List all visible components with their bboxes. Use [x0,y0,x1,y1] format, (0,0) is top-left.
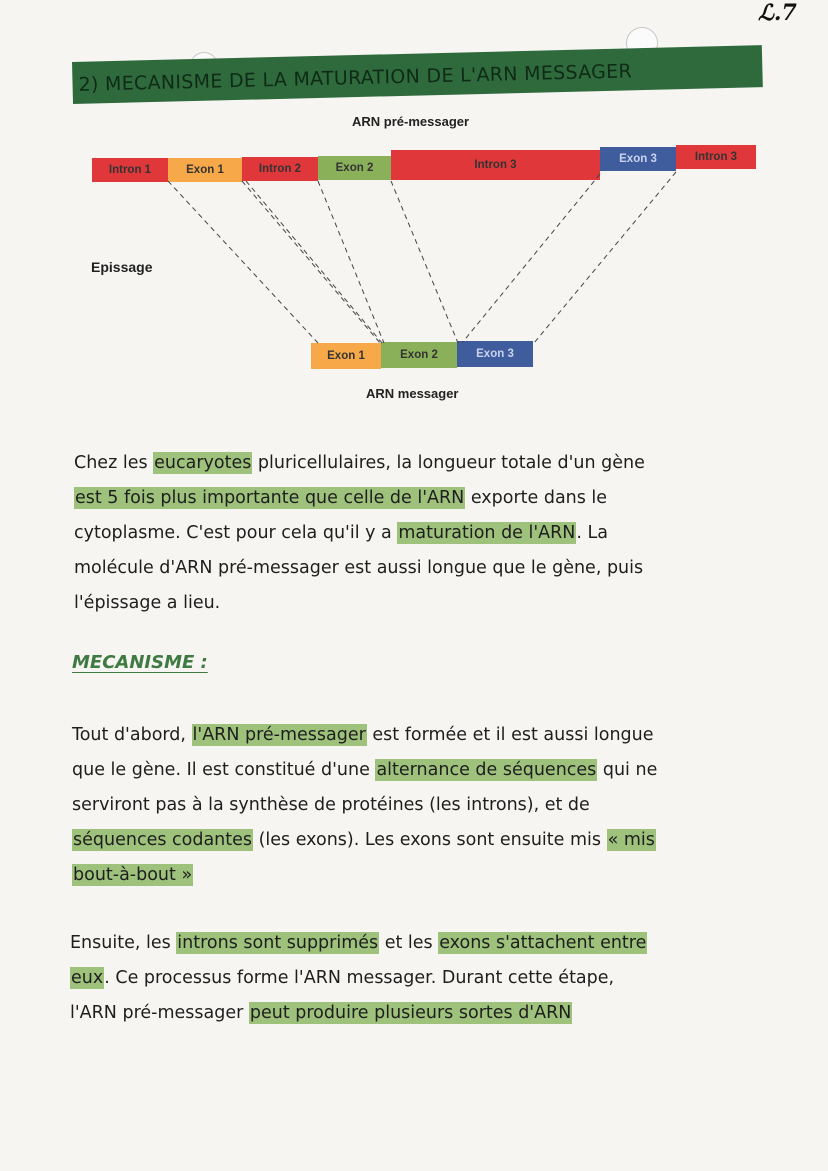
text-line: l'épissage a lieu. [74,593,221,613]
pre-mrna-segment-intron-2: Intron 2 [242,157,318,181]
pre-mrna-segment-exon-2: Exon 2 [318,156,391,180]
mrna-segment-exon-1: Exon 1 [311,343,381,369]
paragraph-mechanism [72,718,657,893]
mrna-segment-exon-2: Exon 2 [381,342,457,368]
text-line: est 5 fois plus importante que celle de l'ARN exporte dans le [75,488,608,508]
highlight: alternance de séquences [376,760,597,780]
pre-mrna-segment-intron-3: Intron 3 [676,145,756,169]
text-line [72,858,657,893]
pre-mrna-segment-exon-1: Exon 1 [168,158,242,182]
highlight: maturation de l'ARN [398,523,576,543]
splice-line [534,172,676,343]
highlight: introns sont supprimés [177,933,379,953]
page-number: ℒ.7 [758,0,797,26]
highlight: eux [71,968,104,988]
splicing-lines [0,0,828,420]
highlight: bout-à-bout » [73,865,193,885]
splice-line [462,174,600,343]
text-line: séquences codantes (les exons). Les exons sont ensuite mis « mis [73,830,655,850]
splice-line [246,181,382,343]
text-line: l'ARN pré-messager peut produire plusieurs sortes d'ARN [70,1003,572,1023]
text-line: eux. Ce processus forme l'ARN messager. Durant cette étape, [71,968,615,988]
splice-line [391,181,458,343]
pre-mrna-segment-intron-1: Intron 1 [92,158,168,182]
highlight: est 5 fois plus importante que celle de l'ARN [75,488,465,508]
text-line: molécule d'ARN pré-messager est aussi longue que le gène, puis [74,558,644,578]
highlight: exons s'attachent entre [439,933,647,953]
splice-line [242,181,380,343]
paragraph-intro [74,446,645,621]
pre-mrna-segment-intron-3: Intron 3 [391,150,600,180]
section-title: 2) MECANISME DE LA MATURATION DE L'ARN MESSAGER [78,60,633,96]
mrna-label: ARN messager [366,386,459,401]
pre-mrna-segment-exon-3: Exon 3 [600,147,676,171]
text-line: Tout d'abord, l'ARN pré-messager est formée et il est aussi longue [72,725,654,745]
text-line: Chez les eucaryotes pluricellulaires, la longueur totale d'un gène [74,453,645,473]
mrna-segment-exon-3: Exon 3 [457,341,533,367]
text-line: cytoplasme. C'est pour cela qu'il y a maturation de l'ARN. La [74,523,609,543]
pre-mrna-label: ARN pré-messager [352,114,470,129]
splice-line [318,181,384,343]
mechanism-heading: MECANISME : [72,652,208,673]
highlight: l'ARN pré-messager [192,725,366,745]
highlight: « mis [607,830,655,850]
splice-line [168,181,318,343]
highlight: peut produire plusieurs sortes d'ARN [249,1003,572,1023]
highlight: eucaryotes [154,453,252,473]
text-line: que le gène. Il est constitué d'une alternance de séquences qui ne [72,760,658,780]
paragraph-splicing [70,926,647,1031]
splicing-label: Epissage [91,259,153,275]
text-line: Ensuite, les introns sont supprimés et les exons s'attachent entre [70,933,647,953]
highlight: séquences codantes [73,830,253,850]
text-line: serviront pas à la synthèse de protéines (les introns), et de [72,795,590,815]
